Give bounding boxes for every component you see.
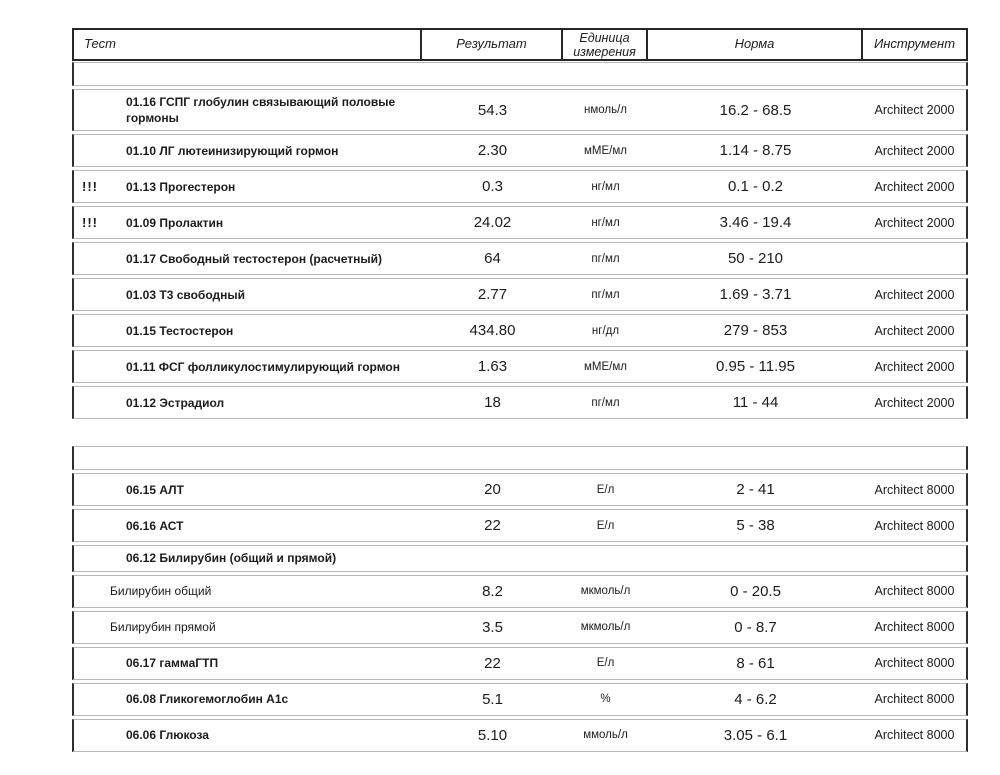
norm-range: 0 - 20.5	[730, 582, 781, 600]
result-value: 0.3	[482, 178, 503, 196]
norm-range: 5 - 38	[736, 517, 775, 535]
test-name: 06.15 АЛТ	[126, 482, 184, 497]
table-row	[72, 170, 968, 203]
result-value: 22	[484, 654, 501, 672]
unit-value: мкмоль/л	[580, 621, 631, 634]
table-row	[72, 473, 968, 506]
results-table-biochemistry	[72, 446, 968, 751]
instrument-name: Architect 2000	[874, 287, 955, 302]
abnormal-flag: !!!	[82, 215, 98, 231]
norm-range: 11 - 44	[732, 394, 779, 412]
instrument-name: Architect 2000	[874, 103, 955, 118]
unit-value: мкмоль/л	[580, 585, 631, 598]
column-header-result: Результат	[422, 30, 563, 59]
table-row	[72, 719, 968, 752]
column-header-unit-line1: Единица	[579, 30, 630, 45]
norm-range: 16.2 - 68.5	[719, 101, 792, 119]
unit-value: пг/мл	[591, 396, 620, 409]
norm-range: 0.1 - 0.2	[727, 178, 784, 196]
unit-value: пг/мл	[591, 252, 620, 265]
test-name: 01.09 Пролактин	[126, 215, 224, 230]
table-row	[72, 134, 968, 167]
result-value: 2.77	[477, 286, 508, 304]
test-cell	[74, 139, 422, 163]
test-name: 01.11 ФСГ фолликулостимулирующий гормон	[126, 359, 401, 374]
norm-range: 8 - 61	[736, 654, 775, 672]
unit-value: Е/л	[596, 519, 615, 532]
table-row	[72, 206, 968, 239]
test-cell	[74, 319, 422, 343]
table-row	[72, 575, 968, 608]
table-row	[72, 683, 968, 716]
test-cell	[74, 651, 422, 675]
instrument-name: Architect 2000	[874, 215, 955, 230]
table-row	[72, 611, 968, 644]
unit-value: нг/мл	[591, 180, 620, 193]
instrument-name: Architect 2000	[874, 143, 955, 158]
unit-value: %	[600, 693, 611, 706]
instrument-name: Architect 2000	[874, 395, 955, 410]
test-cell	[74, 391, 422, 415]
table-row	[72, 386, 968, 419]
column-header-norm: Норма	[648, 30, 863, 59]
result-value: 64	[484, 250, 501, 268]
test-cell	[74, 283, 422, 307]
test-name: 01.12 Эстрадиол	[126, 395, 225, 410]
result-value: 3.5	[482, 618, 503, 636]
table-row	[72, 545, 968, 571]
norm-range: 2 - 41	[736, 481, 775, 499]
norm-range: 1.14 - 8.75	[719, 142, 792, 160]
test-cell	[74, 514, 422, 538]
norm-range: 279 - 853	[723, 322, 788, 340]
result-value: 8.2	[482, 582, 503, 600]
unit-value: Е/л	[596, 657, 615, 670]
empty-spacer-row	[72, 62, 968, 86]
table-row	[72, 242, 968, 275]
table-row	[72, 314, 968, 347]
table-header-row	[72, 28, 968, 61]
test-cell	[74, 546, 422, 570]
rows-section-hormones	[72, 62, 968, 419]
column-header-test: Тест	[74, 30, 422, 59]
rows-section-biochemistry	[72, 446, 968, 751]
test-cell	[74, 355, 422, 379]
abnormal-flag: !!!	[82, 179, 98, 195]
unit-value: мМЕ/мл	[584, 360, 627, 373]
table-row	[72, 350, 968, 383]
test-cell	[74, 687, 422, 711]
result-value: 20	[484, 481, 501, 499]
unit-value: нмоль/л	[583, 104, 627, 117]
unit-value: нг/дл	[591, 324, 620, 337]
instrument-name: Architect 2000	[874, 323, 955, 338]
results-table-hormones	[72, 28, 968, 419]
unit-value: пг/мл	[591, 288, 620, 301]
table-row	[72, 89, 968, 131]
instrument-name: Architect 8000	[874, 656, 955, 671]
norm-range: 0.95 - 11.95	[716, 358, 795, 376]
result-value: 1.63	[477, 358, 508, 376]
test-name: 01.17 Свободный тестостерон (расчетный)	[126, 251, 383, 266]
norm-range: 3.05 - 6.1	[723, 726, 788, 744]
test-cell	[74, 211, 422, 235]
empty-spacer-row	[72, 446, 968, 470]
test-name: 01.03 Т3 свободный	[126, 287, 245, 302]
result-value: 18	[484, 394, 501, 412]
result-value: 54.3	[477, 101, 508, 119]
norm-range: 4 - 6.2	[734, 690, 777, 708]
test-name: 06.16 АСТ	[126, 518, 184, 533]
unit-value: ммоль/л	[583, 729, 628, 742]
test-name: 06.06 Глюкоза	[126, 727, 209, 742]
test-name: 06.08 Гликогемоглобин А1с	[126, 691, 289, 706]
test-name: 06.12 Билирубин (общий и прямой)	[126, 551, 337, 566]
test-name: 01.13 Прогестерон	[126, 179, 236, 194]
result-value: 24.02	[473, 214, 512, 232]
test-cell	[74, 579, 422, 603]
instrument-name: Architect 8000	[874, 692, 955, 707]
instrument-name: Architect 8000	[874, 482, 955, 497]
test-cell	[74, 723, 422, 747]
test-cell	[74, 615, 422, 639]
test-name: 06.17 гаммаГТП	[126, 655, 219, 670]
result-value: 5.1	[482, 690, 503, 708]
instrument-name: Architect 8000	[874, 584, 955, 599]
instrument-name: Architect 8000	[874, 620, 955, 635]
instrument-name: Architect 2000	[874, 179, 955, 194]
table-row	[72, 509, 968, 542]
norm-range: 50 - 210	[727, 250, 784, 268]
section-gap	[72, 419, 1000, 445]
column-header-unit	[563, 30, 648, 59]
test-name: Билирубин общий	[110, 583, 212, 598]
result-value: 434.80	[469, 322, 516, 340]
test-cell	[74, 478, 422, 502]
norm-range: 0 - 8.7	[734, 618, 777, 636]
unit-value: Е/л	[596, 483, 615, 496]
column-header-instrument: Инструмент	[873, 36, 956, 52]
test-name: 01.10 ЛГ лютеинизирующий гормон	[126, 143, 339, 158]
test-cell	[74, 175, 422, 199]
unit-value: нг/мл	[591, 216, 620, 229]
result-value: 5.10	[477, 726, 508, 744]
instrument-name: Architect 8000	[874, 518, 955, 533]
table-row	[72, 647, 968, 680]
result-value: 2.30	[477, 142, 508, 160]
test-cell	[74, 247, 422, 271]
instrument-name: Architect 2000	[874, 359, 955, 374]
instrument-name: Architect 8000	[874, 728, 955, 743]
test-name: 01.15 Тестостерон	[126, 323, 234, 338]
test-name: 01.16 ГСПГ глобулин связывающий половые гормоны	[126, 95, 396, 126]
norm-range: 3.46 - 19.4	[719, 214, 792, 232]
test-name: Билирубин прямой	[110, 619, 216, 634]
unit-value: мМЕ/мл	[584, 144, 627, 157]
norm-range: 1.69 - 3.71	[719, 286, 792, 304]
table-row	[72, 278, 968, 311]
test-cell	[74, 90, 422, 130]
result-value: 22	[484, 517, 501, 535]
column-header-unit-line2: измерения	[573, 44, 636, 59]
